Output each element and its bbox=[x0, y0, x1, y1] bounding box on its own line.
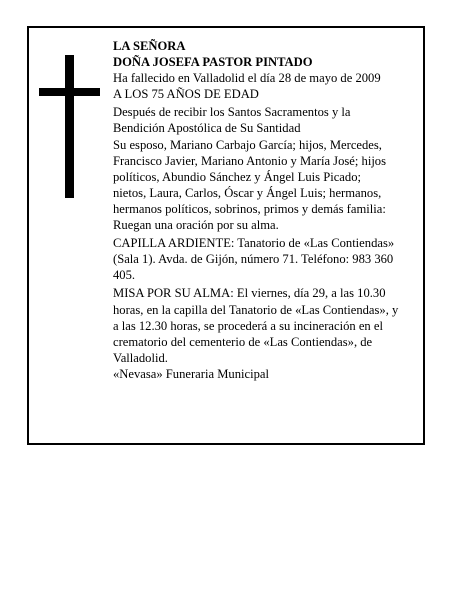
sacraments-line: Bendición Apostólica de Su Santidad bbox=[113, 121, 301, 136]
mass-line: Valladolid. bbox=[113, 350, 168, 365]
mass-line: crematorio del cementerio de «Las Contiendas», de bbox=[113, 334, 373, 349]
deceased-name: DOÑA JOSEFA PASTOR PINTADO bbox=[113, 55, 313, 70]
chapel-line: (Sala 1). Avda. de Gijón, número 71. Teléfono: 983 360 bbox=[113, 252, 394, 267]
mass-line: horas, en la capilla del Tanatorio de «Las Contiendas», y bbox=[113, 302, 399, 317]
cross-vertical-bar bbox=[65, 55, 74, 198]
mass-line: MISA POR SU ALMA: El viernes, día 29, a las 10.30 bbox=[113, 286, 386, 301]
family-line: nietos, Laura, Carlos, Óscar y Ángel Luis; hermanos, bbox=[113, 185, 382, 200]
sacraments-line: Después de recibir los Santos Sacramentos y la bbox=[113, 105, 351, 120]
cross-horizontal-bar bbox=[39, 88, 100, 96]
cross-icon bbox=[39, 55, 100, 198]
chapel-line: 405. bbox=[113, 268, 136, 283]
family-line: Ruegan una oración por su alma. bbox=[113, 218, 279, 233]
family-line: hermanos políticos, sobrinos, primos y demás familia: bbox=[113, 201, 386, 216]
family-line: Su esposo, Mariano Carbajo García; hijos, Mercedes, bbox=[113, 137, 382, 152]
obituary-text bbox=[113, 38, 431, 382]
family-line: políticos, Abundio Sánchez y Ángel Luis Picado; bbox=[113, 169, 361, 184]
death-date-line: Ha fallecido en Valladolid el día 28 de mayo de 2009 bbox=[113, 71, 381, 86]
chapel-line: CAPILLA ARDIENTE: Tanatorio de «Las Contiendas» bbox=[113, 236, 395, 251]
mass-line: a las 12.30 horas, se procederá a su incineración en el bbox=[113, 318, 383, 333]
age-line: A LOS 75 AÑOS DE EDAD bbox=[113, 87, 259, 102]
family-line: Francisco Javier, Mariano Antonio y María José; hijos bbox=[113, 153, 387, 168]
funeral-home-line: «Nevasa» Funeraria Municipal bbox=[113, 366, 269, 381]
notice-title: LA SEÑORA bbox=[113, 39, 186, 53]
